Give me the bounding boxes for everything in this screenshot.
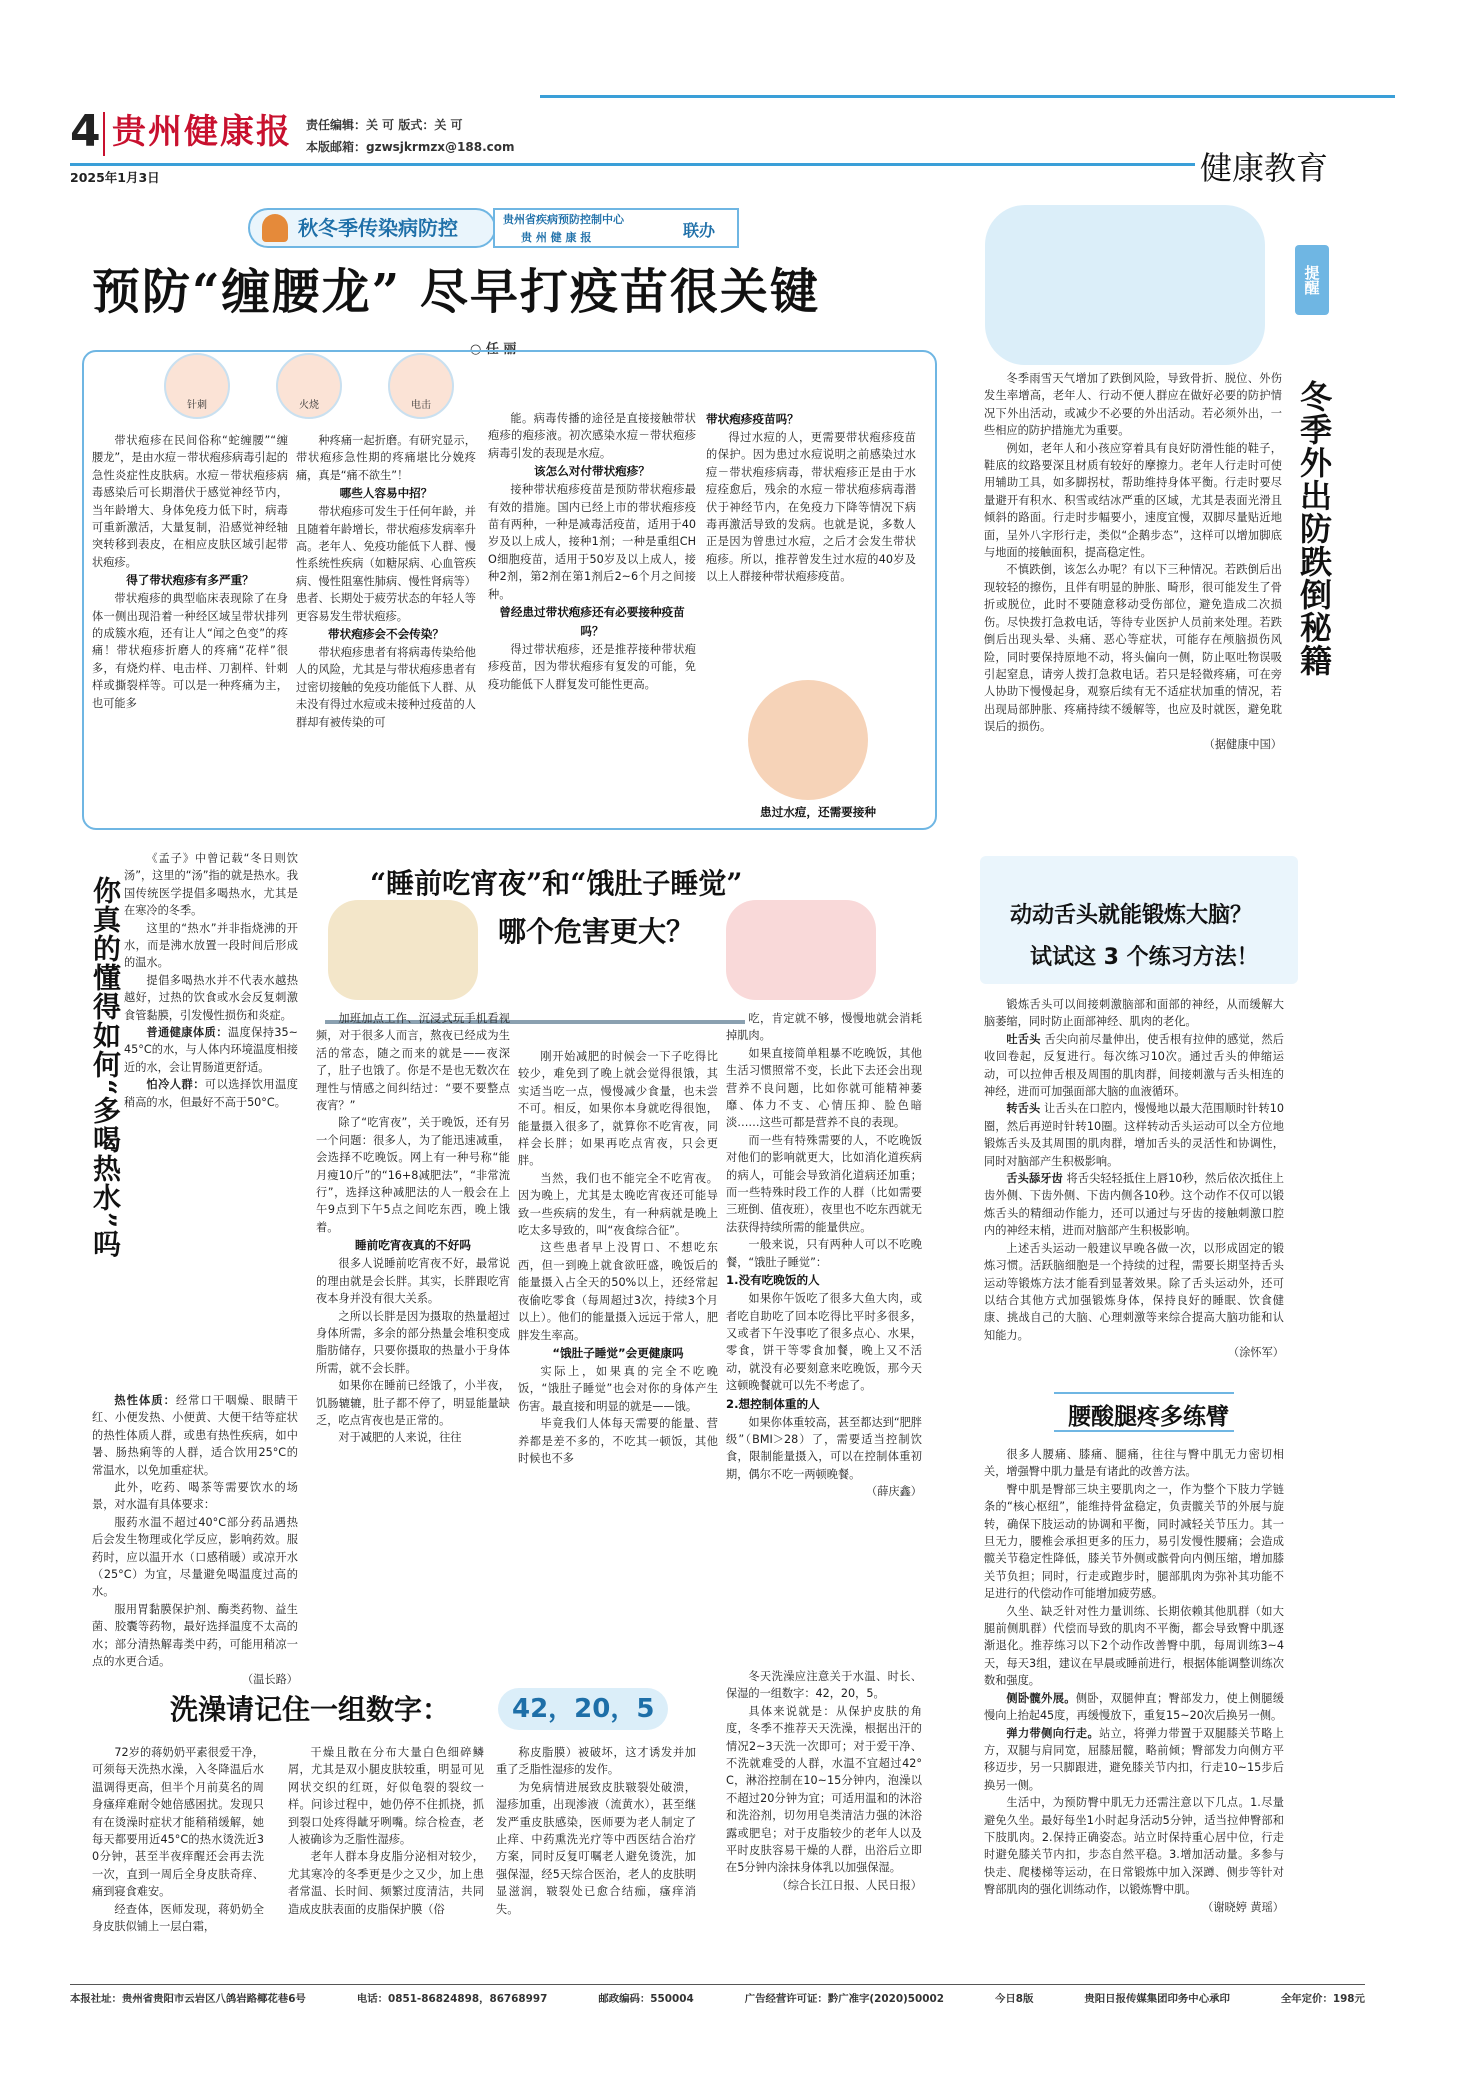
snack-col-2 bbox=[518, 1048, 718, 1650]
main-subhead-2: 哪些人容易中招？ bbox=[339, 486, 433, 501]
tip-illustration bbox=[985, 205, 1265, 365]
snack-subhead-4: 2.想控制体重的人 bbox=[726, 1396, 820, 1411]
tip-byline: （据健康中国） bbox=[1203, 737, 1282, 751]
main-para: 带状疱疹可发生于任何年龄，并且随着年龄增长，带状疱疹发病率升高。老年人、免疫功能低下人群、慢性系统性疾病（如糖尿病、心血管疾病、慢性阻塞性肺病、慢性肾病等）患者、长期处于疲劳状态的年轻人等更容易发生带状疱疹。 bbox=[296, 505, 476, 623]
waist-head-2: 弹力带侧向行走。 bbox=[1006, 1726, 1100, 1740]
tongue-body bbox=[984, 996, 1284, 1386]
main-subhead-6: 带状疱疹疫苗吗？ bbox=[706, 412, 799, 426]
masthead-bottom-rule bbox=[70, 163, 1195, 166]
bell-icon bbox=[262, 214, 288, 242]
email-line: 本版邮箱：gzwsjkrmzx@188.com bbox=[306, 140, 515, 154]
patient-illustration bbox=[748, 680, 868, 800]
bath-para: 冬天洗澡应注意关于水温、时长、保湿的一组数字：42，20，5。 bbox=[726, 1670, 922, 1701]
sleeping-illustration bbox=[726, 900, 876, 1000]
tongue-text: 舌尖向前尽量伸出，使舌根有拉伸的感觉，然后收回卷起，反复进行。每次练习10次。通过舌头的伸缩运动，可以拉伸舌根及周围的肌肉群，间接刺激与舌头相连的神经，进而可加强面部大脑的血液循环。 bbox=[984, 1032, 1284, 1099]
main-col-2 bbox=[296, 432, 476, 824]
tip-title: 冬季外出防跌倒秘籍 bbox=[1295, 380, 1333, 677]
waist-para: 臀中肌是臀部三块主要肌肉之一，作为整个下肢力学链条的“核心枢纽”，能维持骨盆稳定，负责髋关节的外展与旋转，确保下肢运动的协调和平衡，同时减轻关节压力。其一旦无力，腰椎会承担更多的压力，易引发慢性腰痛；会造成髋关节稳定性降低，膝关节外侧或髌骨向内侧压缩，增加膝关节负担；同时，行走或跑步时，腿部肌肉为弥补其功能不足进行的代偿动作可能增加疲劳感。 bbox=[984, 1482, 1284, 1601]
footer-post: 邮政编码：550004 bbox=[598, 1993, 694, 2005]
waist-body bbox=[984, 1446, 1284, 1968]
snack-byline: （薛庆鑫） bbox=[866, 1485, 922, 1499]
paper-name-logo: 贵州健康报 bbox=[112, 112, 292, 152]
snack-para: 如果直接简单粗暴不吃晚饭，其他生活习惯照常不变，长此下去还会出现营养不良问题，比如你就可能精神萎靡、体力不支、心情压抑、脸色暗淡……这些可都是营养不良的表现。 bbox=[726, 1046, 922, 1130]
footer-printer: 贵阳日报传媒集团印务中心承印 bbox=[1084, 1993, 1230, 2005]
snack-para: 吃，肯定就不够，慢慢地就会消耗掉肌肉。 bbox=[726, 1012, 922, 1043]
bath-col-4 bbox=[726, 1668, 922, 1970]
water-para: 服药水温不超过40°C部分药品遇热后会发生物理或化学反应，影响药效。服药时，应以温开水（口感稍暖）或凉开水（25°C）为宜，尽量避免喝温度过高的水。 bbox=[92, 1515, 298, 1599]
snack-para: 一般来说，只有两种人可以不吃晚餐，“饿肚子睡觉”： bbox=[726, 1238, 922, 1269]
snack-para: 之所以长胖是因为摄取的热量超过身体所需，多余的部分热量会堆积变成脂肪储存，只要你摄取的热量小于身体所需，就不会长胖。 bbox=[316, 1309, 510, 1375]
waist-text: 侧卧，双腿伸直；臀部发力，使上侧腿缓慢向上抬起45度，再缓慢放下，重复15~20次后换另一侧。 bbox=[984, 1691, 1284, 1723]
bath-col-3 bbox=[496, 1744, 696, 1970]
tongue-para bbox=[984, 1031, 1284, 1101]
main-col-3 bbox=[488, 410, 696, 824]
tongue-byline: （涂怀军） bbox=[1228, 1346, 1284, 1360]
footer-pages: 今日8版 bbox=[994, 1993, 1034, 2005]
snack-para: 如果你在睡前已经饿了，小半夜，饥肠辘辘，肚子都不停了，明显能量缺乏，吃点宵夜也是正常的。 bbox=[316, 1379, 510, 1427]
main-para: 得过水痘的人，更需要带状疱疹疫苗的保护。因为患过水痘说明之前感染过水痘－带状疱疹病毒，带状疱疹正是由于水痘痊愈后，残余的水痘－带状疱疹病毒潜伏于神经节内，在免疫力下降等情况下病毒再激活导致的发病。也就是说，多数人正是因为曾患过水痘，之后才会发生带状疱疹。所以，推荐曾发生过水痘的40岁及以上人群接种带状疱疹疫苗。 bbox=[706, 431, 916, 584]
main-para: 能。病毒传播的途径是直接接触带状疱疹的疱疹液。初次感染水痘－带状疱疹病毒引发的表现是水痘。 bbox=[488, 412, 696, 460]
water-para bbox=[124, 1076, 298, 1111]
needle-icon: 针刺 bbox=[164, 353, 230, 419]
water-para: 服用胃黏膜保护剂、酶类药物、益生菌、胶囊等药物，最好选择温度不太高的水；部分清热解毒类中药，可能用稍凉一点的水更合适。 bbox=[92, 1602, 298, 1669]
snack-col-3 bbox=[726, 1010, 922, 1650]
footer-price: 全年定价：198元 bbox=[1280, 1993, 1365, 2005]
issue-date: 2025年1月3日 bbox=[70, 170, 160, 185]
column-name: 秋冬季传染病防控 bbox=[298, 216, 458, 240]
bath-para: 为免病情进展致皮肤皲裂处破溃，湿疹加重，出现渗液（流黄水），甚至继发严重皮肤感染，医师要为老人制定了止痒、中药熏洗光疗等中西医结合治疗方案，同时反复叮嘱老人避免烫洗，加强保湿，经5天综合医治，老人的皮肤明显滋润，皲裂处已愈合结痂，瘙痒消失。 bbox=[496, 1780, 696, 1916]
tip-body bbox=[984, 370, 1282, 832]
masthead-top-rule bbox=[540, 95, 1395, 98]
tongue-para: 锻炼舌头可以间接刺激脑部和面部的神经，从而缓解大脑萎缩，同时防止面部神经、肌肉的老化。 bbox=[984, 998, 1284, 1029]
water-head-2: 怕冷人群： bbox=[146, 1078, 205, 1092]
tongue-head-3: 舌头舔牙齿 bbox=[1006, 1172, 1063, 1186]
partner-paper: 贵 州 健 康 报 bbox=[521, 231, 592, 244]
waist-byline: （谢晓婷 黄瑶） bbox=[1202, 1900, 1284, 1914]
bath-para: 72岁的蒋奶奶平素很爱干净，可须每天洗热水澡，入冬降温后水温调得更高，但半个月前莫名的周身瘙痒难耐令她倍感困扰。发现只有在烫澡时症状才能稍稍缓解，她每天都要用近45°C的热水烫洗近30分钟，甚至半夜痒醒还会再去洗一次，直到一周后全身皮肤奇痒、痛到寝食难安。 bbox=[92, 1746, 264, 1899]
tip-label: 提醒 bbox=[1295, 245, 1329, 315]
lightning-icon: 电击 bbox=[388, 353, 454, 419]
main-para: 带状疱疹的典型临床表现除了在身体一侧出现沿着一种经区域呈带状排列的成簇水疱，还有让人“闻之色变”的疼痛！带状疱疹折磨人的疼痛“花样”很多，有烧灼样、电击样、刀割样、针刺样或撕裂样等。可以是一种疼痛为主，也可能多 bbox=[92, 592, 288, 710]
waist-para bbox=[984, 1690, 1284, 1725]
masthead-divider bbox=[103, 112, 105, 156]
bath-para: 老年人群本身皮脂分泌相对较少，尤其寒冷的冬季更是少之又少，加上患者常温、长时间、频繁过度清洁，共同造成皮肤表面的皮脂保护膜（俗 bbox=[288, 1850, 484, 1916]
bath-col-2 bbox=[288, 1744, 484, 1970]
water-para: 此外，吃药、喝茶等需要饮水的场景，对水温有具体要求： bbox=[92, 1481, 298, 1512]
snack-para: 实际上，如果真的完全不吃晚饭，“饿肚子睡觉”也会对你的身体产生伤害。最直接和明显的就是——饿。 bbox=[518, 1364, 718, 1413]
waist-para: 久坐、缺乏针对性力量训练、长期依赖其他肌群（如大腿前侧肌群）代偿而导致的肌肉不平衡，都会导致臀中肌逐渐退化。推荐练习以下2个动作改善臀中肌，每周训练3~4天，每天3组，建议在早晨或睡前进行，根据体能调整训练次数和强度。 bbox=[984, 1604, 1284, 1688]
snack-col-1 bbox=[316, 1010, 510, 1650]
bath-para: 具体来说就是：从保护皮肤的角度，冬季不推荐天天洗澡，根据出汗的情况2~3天洗一次即可；对于爱干净、不洗就难受的人群，水温不宜超过42°C，淋浴控制在10~15分钟内，泡澡以不超过20分钟为宜；可适用温和的沐浴和洗浴剂，切勿用皂类清洁力强的沐浴露或肥皂；对于皮脂较少的老年人以及平时皮肤容易干燥的人群，出浴后立即在5分钟内涂抹身体乳以加强保湿。 bbox=[726, 1704, 922, 1875]
snack-para: 而一些有特殊需要的人，不吃晚饭对他们的影响就更大，比如消化道疾病的病人，可能会导致消化道病还加重；而一些特殊时段工作的人群（比如需要三班倒、值夜班），夜里也不吃东西就无法获得持续所需的能量供应。 bbox=[726, 1133, 922, 1234]
tongue-para bbox=[984, 1100, 1284, 1170]
snack-para: 如果你体重较高，甚至都达到“肥胖级”（BMI＞28）了，需要适当控制饮食，限制能量摄入，可以在控制体重初期，偶尔不吃一两顿晚餐。 bbox=[726, 1415, 922, 1481]
snack-title-2: 哪个危害更大？ bbox=[498, 915, 695, 948]
snack-title-1: “睡前吃宵夜”和“饿肚子睡觉” bbox=[370, 867, 743, 900]
tongue-title-2: 试试这 3 个练习方法！ bbox=[1030, 945, 1259, 970]
bath-para: 干燥且散在分布大量白色细碎鳞屑，尤其是双小腿皮肤较重，明显可见网状交织的红斑，好似龟裂的裂纹一样。问诊过程中，她仍停不住抓挠，抓到裂口处疼得龇牙咧嘴。综合检查，老人被确诊为乏脂性湿疹。 bbox=[288, 1746, 484, 1847]
section-name: 健康教育 bbox=[1200, 149, 1329, 187]
bath-byline: （综合长江日报、人民日报） bbox=[776, 1878, 922, 1892]
water-para: 《孟子》中曾记载“冬日则饮汤”，这里的“汤”指的就是热水。我国传统医学提倡多喝热水，尤其是在寒冷的冬季。 bbox=[124, 852, 299, 918]
main-col-1 bbox=[92, 432, 288, 824]
water-byline: （温长路） bbox=[242, 1672, 298, 1686]
tongue-text: 让舌头在口腔内，慢慢地以最大范围顺时针转10圈，然后再逆时针转10圈。这样转动舌头运动可以全方位地锻炼舌头及其周围的肌肉群，增加舌头的灵活性和协调性，同时对脑部产生积极影响。 bbox=[984, 1102, 1284, 1168]
main-headline: 预防“缠腰龙” 尽早打疫苗很关键 bbox=[92, 264, 820, 320]
tip-para: 冬季雨雪天气增加了跌倒风险，导致骨折、脱位、外伤发生率增高，老年人、行动不便人群应在做好必要的防护情况下外出活动，或减少不必要的外出活动。若必须外出，一些相应的防护措施尤为重要。 bbox=[984, 372, 1282, 438]
waist-title: 腰酸腿疼多练臂 bbox=[1068, 1404, 1229, 1430]
main-intro: 带状疱疹在民间俗称“蛇缠腰”“缠腰龙”，是由水痘－带状疱疹病毒引起的急性炎症性皮肤病。水痘－带状疱疹病毒感染后可长期潜伏于感觉神经节内，当年龄增大、身体免疫力低下时，病毒可重新激活，大量复制，沿感觉神经轴突转移到表皮，在相应皮肤区域引起带状疱疹。 bbox=[92, 434, 288, 569]
joint-label: 联办 bbox=[683, 221, 716, 240]
footer-rule bbox=[70, 1984, 1365, 1985]
water-head-3: 热性体质： bbox=[114, 1394, 176, 1407]
water-text: 经常口干咽燥、眼睛干红、小便发热、小便黄、大便干结等症状的热性体质人群，或患有热性疾病，如中暑、肠热痢等的人群，适合饮用25°C的常温水，以免加重症状。 bbox=[92, 1394, 298, 1477]
bath-para: 经查体，医师发现，蒋奶奶全身皮肤似铺上一层白霜， bbox=[92, 1902, 264, 1934]
tongue-title-1: 动动舌头就能锻炼大脑？ bbox=[1010, 903, 1253, 928]
bath-numbers: 42，20，5 bbox=[498, 1688, 668, 1730]
bath-col-1 bbox=[92, 1744, 264, 1970]
main-subhead-5: 曾经患过带状疱疹还有必要接种疫苗吗？ bbox=[499, 605, 685, 639]
snack-para: 对于减肥的人来说，往往 bbox=[338, 1431, 462, 1445]
water-para bbox=[124, 1024, 298, 1076]
water-col-2 bbox=[92, 1392, 298, 1686]
bath-title: 洗澡请记住一组数字： bbox=[170, 1693, 451, 1726]
main-subhead-3: 带状疱疹会不会传染？ bbox=[328, 627, 444, 642]
main-para: 带状疱疹患者有将病毒传染给他人的风险，尤其是与带状疱疹患者有过密切接触的免疫功能低下人群、从未没有得过水痘或未接种过疫苗的人群却有被传染的可 bbox=[296, 646, 476, 729]
main-author: ○ 任 丽 bbox=[470, 342, 517, 357]
water-text: 可以选择饮用温度稍高的水，但最好不高于50°C。 bbox=[124, 1078, 298, 1109]
snack-subhead-3: 1.没有吃晚饭的人 bbox=[726, 1273, 820, 1288]
snack-para: 很多人说睡前吃宵夜不好，最常说的理由就是会长胖。其实，长胖跟吃宵夜本身并没有很大关系。 bbox=[316, 1257, 510, 1306]
main-subhead-4: 该怎么对付带状疱疹？ bbox=[534, 464, 650, 479]
snack-para: 刚开始减肥的时候会一下子吃得比较少，难免到了晚上就会觉得很饿，其实适当吃一点，慢慢减少食量，也未尝不可。相反，如果你本身就吃得很饱，能量摄入很多了，就算你不吃宵夜，同样会长胖；如果再吃点宵夜，只会更胖。 bbox=[518, 1050, 718, 1168]
editors-line: 责任编辑：关 可 版式：关 可 bbox=[306, 118, 463, 132]
snack-para: 这些患者早上没胃口、不想吃东西，但一到晚上就食欲旺盛，晚饭后的能量摄入占全天的50%以上，还经常起夜偷吃零食（每周超过3次，持续3个月以上）。他们的能量摄入远远于常人，肥胖发生率高。 bbox=[518, 1241, 718, 1342]
main-para: 种疼痛一起折磨。有研究显示，带状疱疹急性期的疼痛堪比分娩疼痛，真是“痛不欲生”！ bbox=[296, 434, 476, 482]
footer bbox=[70, 1990, 1365, 2005]
footer-address: 本报社址：贵州省贵阳市云岩区八鸽岩路椰花巷6号 bbox=[70, 1993, 306, 2005]
tip-para: 例如，老年人和小孩应穿着具有良好防滑性能的鞋子，鞋底的纹路要深且材质有较好的摩擦力。老年人行走时可使用辅助工具，如多脚拐杖，帮助维持身体平衡。行走时要尽量避开有积水、积雪或结冰严重的区域，尤其是表面光滑且倾斜的路面。行走时步幅要小，速度宜慢，双脚尽量贴近地面，呈外八字形行走，类似“企鹅步态”，这样可以增加脚底与地面的接触面积，提高稳定性。 bbox=[984, 441, 1282, 560]
main-subhead-1: 得了带状疱疹有多严重？ bbox=[126, 573, 254, 588]
food-illustration bbox=[328, 900, 478, 1000]
waist-text: 站立，将弹力带置于双腿膝关节略上方，双腿与肩同宽，屈膝屈髋，略前倾；臀部发力向侧方平移迈步，另一只脚跟进，避免膝关节内扣，行走10~15步后换另一侧。 bbox=[984, 1726, 1284, 1792]
snack-para: 加班加点工作、沉浸式玩手机看视频，对于很多人而言，熬夜已经成为生活的常态，随之而来的就是——夜深了，肚子也饿了。你是不是也无数次在理性与情感之间纠结过：“要不要整点夜宵？” bbox=[316, 1012, 510, 1113]
water-head-1: 普通健康体质： bbox=[146, 1026, 228, 1040]
main-col-4 bbox=[706, 410, 916, 672]
water-text: 温度保持35~45°C的水，与人体内环境温度相接近的水，会让胃肠道更舒适。 bbox=[124, 1026, 298, 1074]
snack-para: 除了“吃宵夜”，关于晚饭，还有另一个问题：很多人，为了能迅速减重，会选择不吃晚饭。网上有一种号称“能月瘦10斤”的“16+8减肥法”，“非常流行”，选择这种减肥法的人一般会在上午9点到下午5点之间吃东西，晚上饿着。 bbox=[316, 1116, 510, 1234]
main-col4-end: 患过水痘，还需要接种 bbox=[760, 805, 876, 819]
tip-para: 不慎跌倒，该怎么办呢？有以下三种情况。若跌倒后出现较轻的擦伤，且伴有明显的肿胀、畸形，很可能发生了骨折或脱位，此时不要随意移动受伤部位，避免造成二次损伤。尽快拨打急救电话，等待专业医护人员前来处理。若跌倒后出现头晕、头痛、恶心等症状，可能存在颅脑损伤风险，同时要保持原地不动，将头偏向一侧，防止呕吐物误吸引起窒息，请旁人拨打急救电话。若只是轻微疼痛，可在旁人协助下慢慢起身，观察后续有无不适症状加重的情况，若出现局部肿胀、疼痛持续不缓解等，也应及时就医，避免耽误后的损伤。 bbox=[984, 563, 1282, 734]
tongue-head-1: 吐舌头 bbox=[1006, 1032, 1041, 1046]
waist-head-1: 侧卧髋外展。 bbox=[1006, 1691, 1076, 1705]
footer-phone: 电话：0851-86824898，86768997 bbox=[356, 1993, 548, 2005]
snack-para: 如果你午饭吃了很多大鱼大肉，或者吃自助吃了回本吃得比平时多很多，又或者下午没事吃了很多点心、水果，零食，饼干等零食加餐，晚上又不活动，就没有必要刻意来吃晚饭，那今天这顿晚餐就可以先不考虑了。 bbox=[726, 1292, 922, 1393]
water-col-1 bbox=[124, 850, 298, 1390]
water-title: 你真的懂得如何“多喝热水”吗 bbox=[89, 876, 122, 1259]
snack-subhead-1: 睡前吃宵夜真的不好吗 bbox=[355, 1238, 471, 1253]
waist-para: 很多人腰痛、膝痛、腿痛，往往与臀中肌无力密切相关，增强臀中肌力量是有诸此的改善方法。 bbox=[984, 1448, 1284, 1479]
snack-para: 当然，我们也不能完全不吃宵夜。因为晚上，尤其是太晚吃宵夜还可能导致一些疾病的发生，有一种病就是晚上吃太多导致的，叫“夜食综合征”。 bbox=[518, 1171, 718, 1238]
main-para: 得过带状疱疹，还是推荐接种带状疱疹疫苗，因为带状疱疹有复发的可能，免疫功能低下人群复发可能性更高。 bbox=[488, 643, 696, 691]
tongue-para: 上述舌头运动一般建议早晚各做一次，以形成固定的锻炼习惯。活跃脑细胞是一个持续的过程，需要长期坚持舌头运动等锻炼方法才能看到显著效果。除了舌头运动外，还可以结合其他方式加强锻炼身体，保持良好的睡眠、饮食健康、挑战自己的大脑、心理刺激等来综合提高大脑功能和认知能力。 bbox=[984, 1241, 1284, 1342]
waist-para bbox=[984, 1725, 1284, 1795]
fire-icon: 火烧 bbox=[276, 353, 342, 419]
main-para: 接种带状疱疹疫苗是预防带状疱疹最有效的措施。国内已经上市的带状疱疹疫苗有两种，一种是减毒活疫苗，适用于40岁及以上成人，接种1剂；一种是重组CHO细胞疫苗，适用于50岁及以上成人，接种2剂，第2剂在第1剂后2~6个月之间接种。 bbox=[488, 483, 696, 601]
snack-para: 毕竟我们人体每天需要的能量、营养都是差不多的，不吃其一顿饭，其他时候也不多 bbox=[518, 1417, 718, 1465]
tongue-head-2: 转舌头 bbox=[1006, 1102, 1041, 1116]
footer-license: 广告经营许可证：黔广准字(2020)50002 bbox=[744, 1993, 944, 2005]
bath-para: 称皮脂膜）被破坏，这才诱发并加重了乏脂性湿疹的发作。 bbox=[496, 1746, 696, 1777]
tongue-para bbox=[984, 1170, 1284, 1240]
snack-subhead-2: “饿肚子睡觉”会更健康吗 bbox=[552, 1345, 684, 1360]
partner-cdc: 贵州省疾病预防控制中心 bbox=[503, 213, 624, 226]
waist-para: 生活中，为预防臀中肌无力还需注意以下几点。1.尽量避免久坐。最好每坐1小时起身活动5分钟，适当拉伸臀部和下肢肌肉。2.保持正确姿态。站立时保持重心居中位，行走时避免膝关节内扣，步态自然平稳。3.增加活动量。多参与快走、爬楼梯等运动，在日常锻炼中加入深蹲、侧步等针对臀部肌肉的强化训练动作，以锻炼臀中肌。 bbox=[984, 1796, 1284, 1897]
water-para bbox=[92, 1392, 298, 1479]
water-para: 这里的“热水”并非指烧沸的开水，而是沸水放置一段时间后形成的温水。 bbox=[124, 921, 298, 970]
tongue-text: 将舌尖轻轻抵住上唇10秒，然后依次抵住上齿外侧、下齿外侧、下齿内侧各10秒。这个动作不仅可以锻炼舌头的精细动作能力，还可以通过与牙齿的接触刺激口腔内的神经末梢，进而对脑部产生积极影响。 bbox=[984, 1172, 1284, 1238]
water-para: 提倡多喝热水并不代表水越热越好，过热的饮食或水会反复刺激食管黏膜，引发慢性损伤和炎症。 bbox=[124, 973, 298, 1022]
page-number: 4 bbox=[70, 106, 101, 157]
